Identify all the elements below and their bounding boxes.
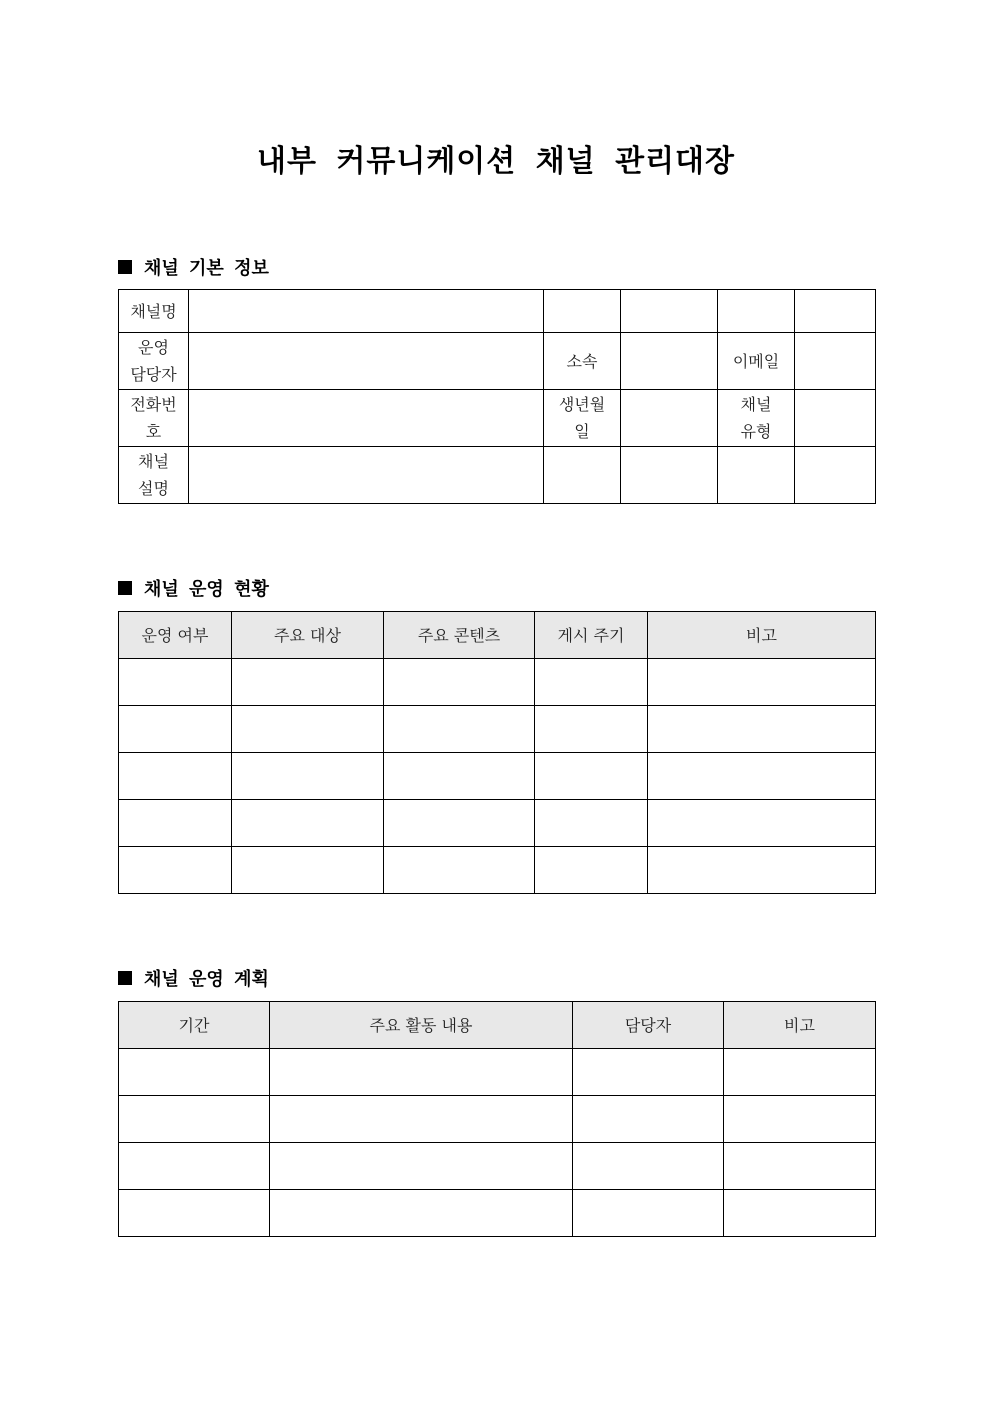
blank-cell[interactable] <box>544 447 621 504</box>
section-heading-basic <box>118 254 269 280</box>
section-heading-text: 채널 운영 현황 <box>144 579 269 600</box>
table-cell[interactable] <box>724 1190 876 1237</box>
table-header-row <box>119 1002 876 1049</box>
section-heading-text: 채널 운영 계획 <box>144 969 269 990</box>
label-channel-desc <box>119 447 189 504</box>
table-cell[interactable] <box>648 659 876 706</box>
label-email: 이메일 <box>718 333 795 390</box>
table-cell[interactable] <box>232 753 384 800</box>
label-line: 운영 <box>138 338 169 357</box>
table-row <box>119 290 876 333</box>
table-cell[interactable] <box>270 1096 573 1143</box>
label-channel-name: 채널명 <box>119 290 189 333</box>
table-row <box>119 847 876 894</box>
field-channel-name[interactable] <box>189 290 544 333</box>
label-line: 일 <box>574 422 590 441</box>
label-phone <box>119 390 189 447</box>
label-affiliation: 소속 <box>544 333 621 390</box>
table-cell[interactable] <box>119 706 232 753</box>
table-row <box>119 390 876 447</box>
table-cell[interactable] <box>724 1096 876 1143</box>
blank-cell[interactable] <box>621 447 718 504</box>
table-cell[interactable] <box>573 1049 724 1096</box>
section-heading-text: 채널 기본 정보 <box>144 258 269 279</box>
field-channel-type[interactable] <box>795 390 876 447</box>
field-channel-desc[interactable] <box>189 447 544 504</box>
column-header: 운영 여부 <box>119 612 232 659</box>
table-cell[interactable] <box>270 1190 573 1237</box>
table-cell[interactable] <box>232 847 384 894</box>
table-row <box>119 1190 876 1237</box>
table-cell[interactable] <box>573 1096 724 1143</box>
table-cell[interactable] <box>232 706 384 753</box>
table-row <box>119 800 876 847</box>
column-header: 담당자 <box>573 1002 724 1049</box>
table-cell[interactable] <box>648 847 876 894</box>
basic-info-table <box>118 289 876 504</box>
square-bullet-icon <box>118 581 132 595</box>
plan-table <box>118 1001 876 1237</box>
table-cell[interactable] <box>648 706 876 753</box>
table-cell[interactable] <box>384 659 535 706</box>
blank-cell[interactable] <box>621 290 718 333</box>
label-line: 담당자 <box>130 365 177 384</box>
field-phone[interactable] <box>189 390 544 447</box>
blank-cell[interactable] <box>718 447 795 504</box>
blank-cell[interactable] <box>718 290 795 333</box>
table-cell[interactable] <box>724 1049 876 1096</box>
table-cell[interactable] <box>119 847 232 894</box>
table-row <box>119 1096 876 1143</box>
table-cell[interactable] <box>535 847 648 894</box>
table-cell[interactable] <box>384 800 535 847</box>
table-row <box>119 1049 876 1096</box>
table-row <box>119 706 876 753</box>
table-cell[interactable] <box>384 847 535 894</box>
field-affiliation[interactable] <box>621 333 718 390</box>
table-cell[interactable] <box>724 1143 876 1190</box>
table-cell[interactable] <box>232 800 384 847</box>
label-line: 설명 <box>138 479 169 498</box>
column-header: 주요 대상 <box>232 612 384 659</box>
table-cell[interactable] <box>270 1049 573 1096</box>
label-channel-type <box>718 390 795 447</box>
column-header: 주요 활동 내용 <box>270 1002 573 1049</box>
label-manager <box>119 333 189 390</box>
column-header: 게시 주기 <box>535 612 648 659</box>
table-cell[interactable] <box>270 1143 573 1190</box>
table-cell[interactable] <box>119 1049 270 1096</box>
field-manager[interactable] <box>189 333 544 390</box>
column-header: 비고 <box>724 1002 876 1049</box>
table-cell[interactable] <box>119 1143 270 1190</box>
table-cell[interactable] <box>648 753 876 800</box>
page-title: 내부 커뮤니케이션 채널 관리대장 <box>256 144 736 179</box>
table-cell[interactable] <box>119 753 232 800</box>
table-row <box>119 333 876 390</box>
blank-cell[interactable] <box>795 447 876 504</box>
column-header: 기간 <box>119 1002 270 1049</box>
table-cell[interactable] <box>384 706 535 753</box>
table-cell[interactable] <box>535 753 648 800</box>
table-row <box>119 659 876 706</box>
table-cell[interactable] <box>119 659 232 706</box>
table-cell[interactable] <box>119 800 232 847</box>
table-cell[interactable] <box>648 800 876 847</box>
table-cell[interactable] <box>535 706 648 753</box>
label-birthdate <box>544 390 621 447</box>
table-cell[interactable] <box>535 800 648 847</box>
label-line: 생년월 <box>558 395 606 414</box>
column-header: 비고 <box>648 612 876 659</box>
table-cell[interactable] <box>232 659 384 706</box>
label-line: 채널 <box>138 452 169 471</box>
table-header-row <box>119 612 876 659</box>
table-cell[interactable] <box>119 1096 270 1143</box>
table-row <box>119 447 876 504</box>
table-row <box>119 753 876 800</box>
table-cell[interactable] <box>573 1190 724 1237</box>
status-table <box>118 611 876 894</box>
field-email[interactable] <box>795 333 876 390</box>
square-bullet-icon <box>118 971 132 985</box>
blank-cell[interactable] <box>795 290 876 333</box>
section-heading-plan <box>118 965 269 991</box>
blank-cell[interactable] <box>544 290 621 333</box>
label-line: 호 <box>145 422 162 441</box>
table-row <box>119 1143 876 1190</box>
table-cell[interactable] <box>384 753 535 800</box>
label-line: 유형 <box>740 422 772 441</box>
square-bullet-icon <box>118 260 132 274</box>
label-line: 채널 <box>740 395 772 414</box>
section-heading-status <box>118 575 269 601</box>
field-birthdate[interactable] <box>621 390 718 447</box>
column-header: 주요 콘텐츠 <box>384 612 535 659</box>
table-cell[interactable] <box>535 659 648 706</box>
label-line: 전화번 <box>130 395 177 414</box>
table-cell[interactable] <box>119 1190 270 1237</box>
table-cell[interactable] <box>573 1143 724 1190</box>
